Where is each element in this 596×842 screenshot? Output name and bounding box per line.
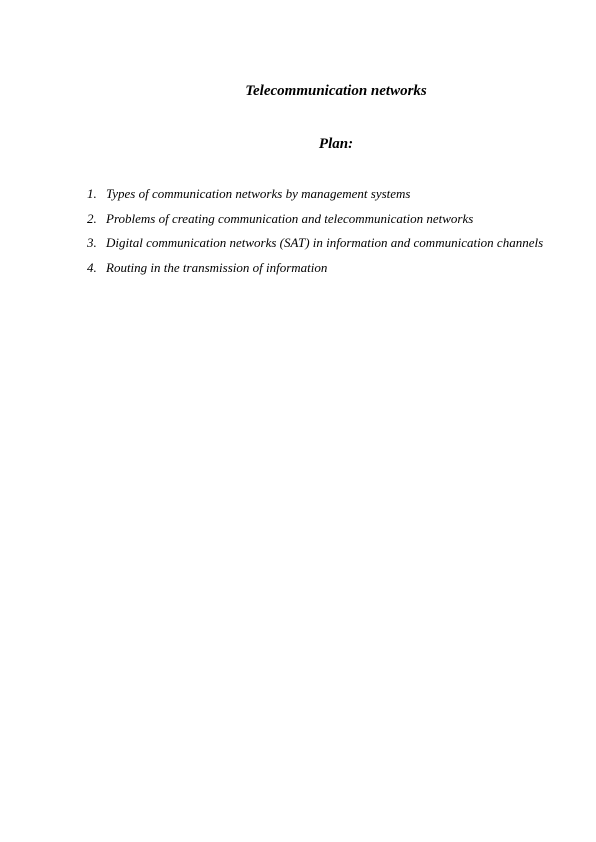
plan-item-text: Problems of creating communication and telecommunication networks <box>106 210 474 226</box>
plan-item-text: Routing in the transmission of information <box>106 259 328 275</box>
plan-item-number: 1. <box>87 186 97 201</box>
plan-item-text: Digital communication networks (SAT) in information and communication channels <box>106 235 544 250</box>
plan-item <box>84 231 552 256</box>
plan-item <box>84 256 552 281</box>
plan-item <box>84 207 552 232</box>
plan-item-number: 3. <box>87 235 97 250</box>
document-title: Telecommunication networks <box>245 83 427 99</box>
plan-list <box>84 182 552 280</box>
plan-heading: Plan: <box>318 136 354 152</box>
plan-item-number: 4. <box>87 259 97 275</box>
plan-item-number: 2. <box>87 210 97 226</box>
plan-item <box>84 182 552 207</box>
plan-item-text: Types of communication networks by management systems <box>106 186 411 201</box>
